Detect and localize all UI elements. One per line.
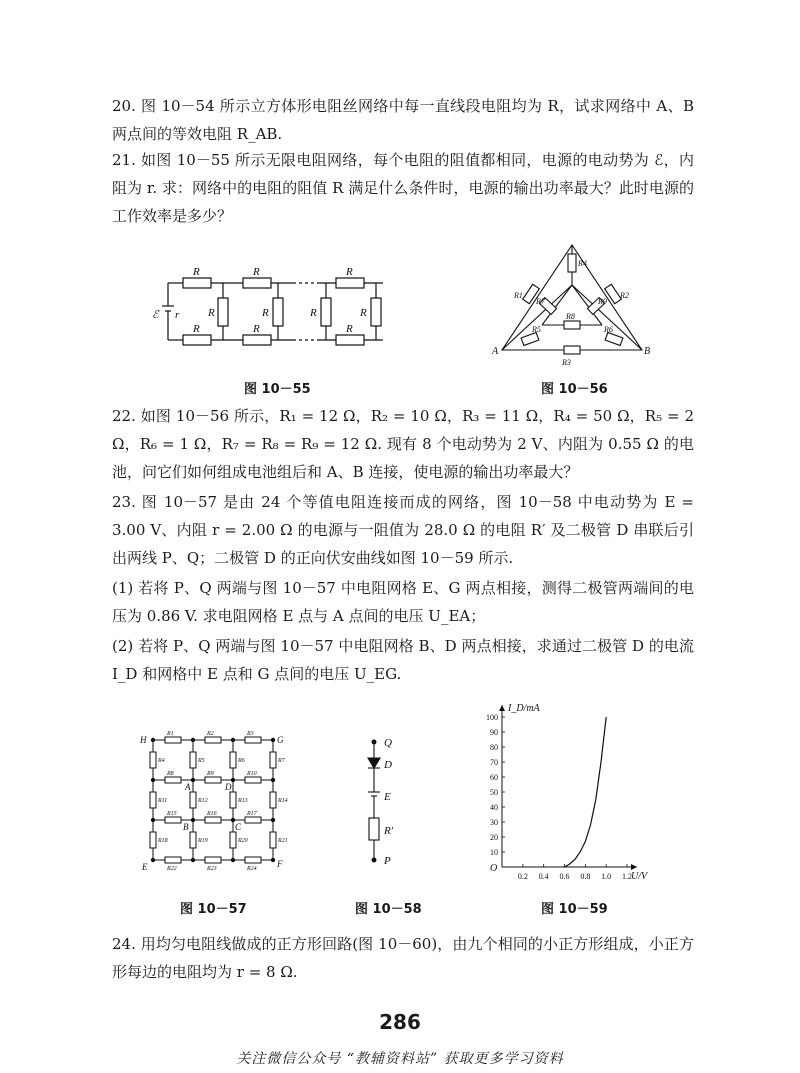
- fig57-r19: R19: [198, 838, 208, 844]
- problem-23-part-2: (2) 若将 P、Q 两端与图 10－57 中电阻网格 B、D 两点相接，求通过二极管 D 的电流 I_D 和网格中 E 点和 G 点间的电压 U_EG.: [112, 637, 694, 683]
- fig57-r17: R17: [247, 811, 257, 817]
- fig57-r23: R23: [207, 866, 217, 872]
- x-tick-label: 1.2: [622, 872, 632, 881]
- fig57-r21: R21: [278, 838, 288, 844]
- fig57-r16: R16: [207, 811, 217, 817]
- y-tick-label: 100: [486, 713, 498, 722]
- y-axis-arrow: [499, 705, 505, 711]
- y-tick-label: 20: [490, 833, 498, 842]
- caption-fig-10-58: 图 10－58: [355, 902, 422, 917]
- fig57-node-C: C: [235, 822, 242, 832]
- fig55-label: R: [310, 307, 317, 319]
- y-tick-label: 80: [490, 743, 498, 752]
- fig57-node-E: E: [142, 862, 148, 872]
- fig56-r7: R7: [536, 297, 545, 306]
- fig56-node-A: A: [492, 346, 499, 357]
- fig55-label: R: [208, 307, 215, 319]
- x-axis-label: U/V: [631, 871, 648, 882]
- fig56-r9: R9: [598, 297, 607, 306]
- y-tick-label: 60: [490, 773, 498, 782]
- fig57-r3: R3: [247, 731, 254, 737]
- fig56-r6: R6: [604, 325, 613, 334]
- fig57-r8: R8: [167, 771, 174, 777]
- fig56-node-B: B: [644, 346, 651, 357]
- x-axis-arrow: [631, 864, 637, 870]
- caption-fig-10-56: 图 10－56: [541, 382, 608, 397]
- fig57-r22: R22: [167, 866, 177, 872]
- fig57-r18: R18: [158, 838, 168, 844]
- fig55-label: R: [253, 266, 260, 278]
- fig57-r5: R5: [198, 758, 205, 764]
- fig57-r1: R1: [167, 731, 174, 737]
- fig55-label: R: [346, 323, 353, 335]
- y-tick-label: 50: [490, 788, 498, 797]
- fig57-r24: R24: [247, 866, 257, 872]
- fig56-r3: R3: [562, 358, 571, 367]
- fig55-r: r: [175, 309, 180, 321]
- figure-10-55: [148, 268, 398, 358]
- fig57-r11: R11: [158, 798, 168, 804]
- fig57-node-D: D: [225, 782, 232, 792]
- y-tick-label: 30: [490, 818, 498, 827]
- fig57-r13: R13: [238, 798, 248, 804]
- y-axis-label: I_D/mA: [508, 703, 540, 714]
- fig58-P: P: [384, 855, 391, 867]
- series-line: [565, 717, 607, 867]
- fig57-r14: R14: [278, 798, 288, 804]
- fig55-emf: ℰ: [152, 309, 159, 321]
- fig56-r8: R8: [566, 312, 575, 321]
- caption-fig-10-59: 图 10－59: [541, 902, 608, 917]
- fig58-E: E: [384, 791, 391, 803]
- fig57-r10: R10: [247, 771, 257, 777]
- figure-10-58: [360, 730, 400, 870]
- fig55-label: R: [193, 323, 200, 335]
- problem-20: 20. 图 10－54 所示立方体形电阻丝网络中每一直线段电阻均为 R，试求网络中 A、B 两点间的等效电阻 R_AB.: [112, 97, 694, 143]
- fig55-label: R: [193, 266, 200, 278]
- footer-note: 关注微信公众号 “教辅资料站” 获取更多学习资料: [236, 1051, 564, 1067]
- figure-10-59-chart: [470, 695, 650, 885]
- problem-23-part-1: (1) 若将 P、Q 两端与图 10－57 中电阻网格 E、G 两点相接，测得二极管两端间的电压为 0.86 V. 求电阻网格 E 点与 A 点间的电压 U_EA；: [112, 579, 694, 625]
- y-tick-label: 40: [490, 803, 498, 812]
- fig56-r4: R4: [578, 259, 587, 268]
- y-tick-label: 10: [490, 848, 498, 857]
- fig57-r7: R7: [278, 758, 285, 764]
- fig57-r20: R20: [238, 838, 248, 844]
- fig57-node-G: G: [277, 735, 284, 745]
- fig55-label: R: [262, 307, 269, 319]
- problem-21: 21. 如图 10－55 所示无限电阻网络，每个电阻的阻值都相同，电源的电动势为 ℰ，内阻为 r. 求：网络中的电阻的阻值 R 满足什么条件时，电源的输出功率最大？此时电源的工作效率是多少？: [112, 151, 694, 225]
- fig56-r1: R1: [514, 291, 523, 300]
- page-number: 286: [379, 1010, 421, 1034]
- fig57-r12: R12: [198, 798, 208, 804]
- fig58-D: D: [384, 759, 392, 771]
- fig55-label: R: [360, 307, 367, 319]
- fig57-r6: R6: [238, 758, 245, 764]
- fig57-r4: R4: [158, 758, 165, 764]
- y-tick-label: 90: [490, 728, 498, 737]
- fig57-r2: R2: [207, 731, 214, 737]
- fig56-r2: R2: [620, 291, 629, 300]
- x-tick-label: 0.4: [538, 872, 549, 881]
- caption-fig-10-55: 图 10－55: [244, 382, 311, 397]
- fig58-Q: Q: [384, 737, 392, 749]
- x-tick-label: 0.8: [580, 872, 591, 881]
- fig57-node-A: A: [185, 782, 191, 792]
- x-tick-label: 0.2: [517, 872, 528, 881]
- fig56-r5: R5: [532, 325, 541, 334]
- x-tick-label: 0.6: [559, 872, 570, 881]
- y-tick-label: 70: [490, 758, 498, 767]
- fig57-r9: R9: [207, 771, 214, 777]
- fig57-node-B: B: [183, 822, 189, 832]
- fig55-label: R: [346, 266, 353, 278]
- fig58-Rprime: R′: [384, 825, 394, 837]
- problem-23: 23. 图 10－57 是由 24 个等值电阻连接而成的网络，图 10－58 中电动势为 E = 3.00 V、内阻 r = 2.00 Ω 的电源与一阻值为 28.0 Ω 的电阻 R′ 及二极管 D 串联后引出两线 P、Q；二极管 D 的正向伏安曲线如图 10－59 所示.: [112, 493, 694, 567]
- fig57-node-H: H: [140, 735, 147, 745]
- fig57-node-F: F: [277, 859, 283, 869]
- fig55-label: R: [253, 323, 260, 335]
- origin-label: O: [490, 863, 498, 874]
- caption-fig-10-57: 图 10－57: [180, 902, 247, 917]
- figure-10-57: [138, 730, 288, 870]
- x-tick-label: 1.0: [601, 872, 612, 881]
- fig57-r15: R15: [167, 811, 177, 817]
- problem-22: 22. 如图 10－56 所示，R₁ = 12 Ω，R₂ = 10 Ω，R₃ = 11 Ω，R₄ = 50 Ω，R₅ = 2 Ω，R₆ = 1 Ω，R₇ = R₈ = R₉ = 12 Ω. 现有 8 个电动势为 2 V、内阻为 0.55 Ω 的电池，问它们如何组成电池组后和 A、B 连接，使电源的输出功率最大？: [112, 407, 694, 481]
- problem-24: 24. 用均匀电阻线做成的正方形回路(图 10－60)，由九个相同的小正方形组成，小正方形每边的电阻均为 r = 8 Ω.: [112, 935, 694, 981]
- figure-10-56: [492, 240, 662, 367]
